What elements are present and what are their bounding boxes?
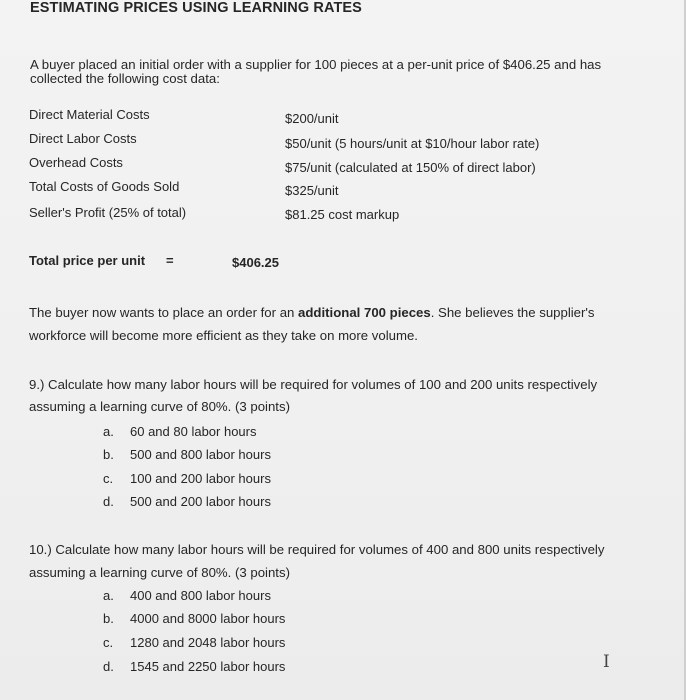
total-equals: = [166, 253, 174, 268]
q9-option-letter: a. [103, 424, 114, 439]
cost-label: Direct Material Costs [29, 107, 150, 122]
cost-value: $50/unit (5 hours/unit at $10/hour labor rate) [285, 136, 540, 151]
cost-label: Seller's Profit (25% of total) [29, 205, 187, 220]
q10-option-letter: b. [103, 611, 114, 626]
q9-line-2: assuming a learning curve of 80%. (3 points) [29, 399, 290, 414]
q9-option-b[interactable]: 500 and 800 labor hours [130, 447, 271, 462]
q10-option-c[interactable]: 1280 and 2048 labor hours [130, 635, 286, 650]
q10-option-letter: d. [103, 659, 114, 674]
scenario-pre: The buyer now wants to place an order for an [29, 305, 295, 320]
intro-line-1: A buyer placed an initial order with a supplier for 100 pieces at a per-unit price of $406.25 and has [30, 57, 602, 72]
q9-option-a[interactable]: 60 and 80 labor hours [130, 424, 257, 439]
q10-option-b[interactable]: 4000 and 8000 labor hours [130, 611, 286, 626]
cost-label: Direct Labor Costs [29, 131, 137, 146]
q9-option-letter: b. [103, 447, 114, 462]
intro-line-2: collected the following cost data: [30, 71, 220, 86]
scenario-line-2: workforce will become more efficient as they take on more volume. [29, 328, 418, 343]
page-title: ESTIMATING PRICES USING LEARNING RATES [30, 0, 362, 16]
q10-option-letter: a. [103, 588, 114, 603]
q10-line-1: 10.) Calculate how many labor hours will be required for volumes of 400 and 800 units respectively [29, 542, 605, 557]
cost-value: $81.25 cost markup [285, 207, 400, 222]
scenario-line-1 [29, 306, 595, 319]
q9-option-letter: c. [103, 471, 114, 486]
text-cursor-icon: I [603, 652, 610, 672]
scenario-bold: additional 700 pieces [298, 305, 431, 320]
q10-option-a[interactable]: 400 and 800 labor hours [130, 588, 271, 603]
q9-line-1: 9.) Calculate how many labor hours will be required for volumes of 100 and 200 units respectively [29, 377, 598, 392]
q10-option-d[interactable]: 1545 and 2250 labor hours [130, 659, 286, 674]
total-value: $406.25 [232, 255, 279, 270]
q9-option-letter: d. [103, 494, 114, 509]
cost-label: Overhead Costs [29, 155, 123, 170]
cost-value: $325/unit [285, 183, 339, 198]
q10-line-2: assuming a learning curve of 80%. (3 points) [29, 565, 290, 580]
cost-value: $75/unit (calculated at 150% of direct labor) [285, 160, 536, 175]
q10-option-letter: c. [103, 635, 114, 650]
cost-label: Total Costs of Goods Sold [29, 179, 180, 194]
cost-value: $200/unit [285, 111, 339, 126]
q9-option-d[interactable]: 500 and 200 labor hours [130, 494, 271, 509]
q9-option-c[interactable]: 100 and 200 labor hours [130, 471, 271, 486]
scenario-post: . She believes the supplier's [430, 305, 595, 320]
total-label: Total price per unit [29, 253, 146, 268]
